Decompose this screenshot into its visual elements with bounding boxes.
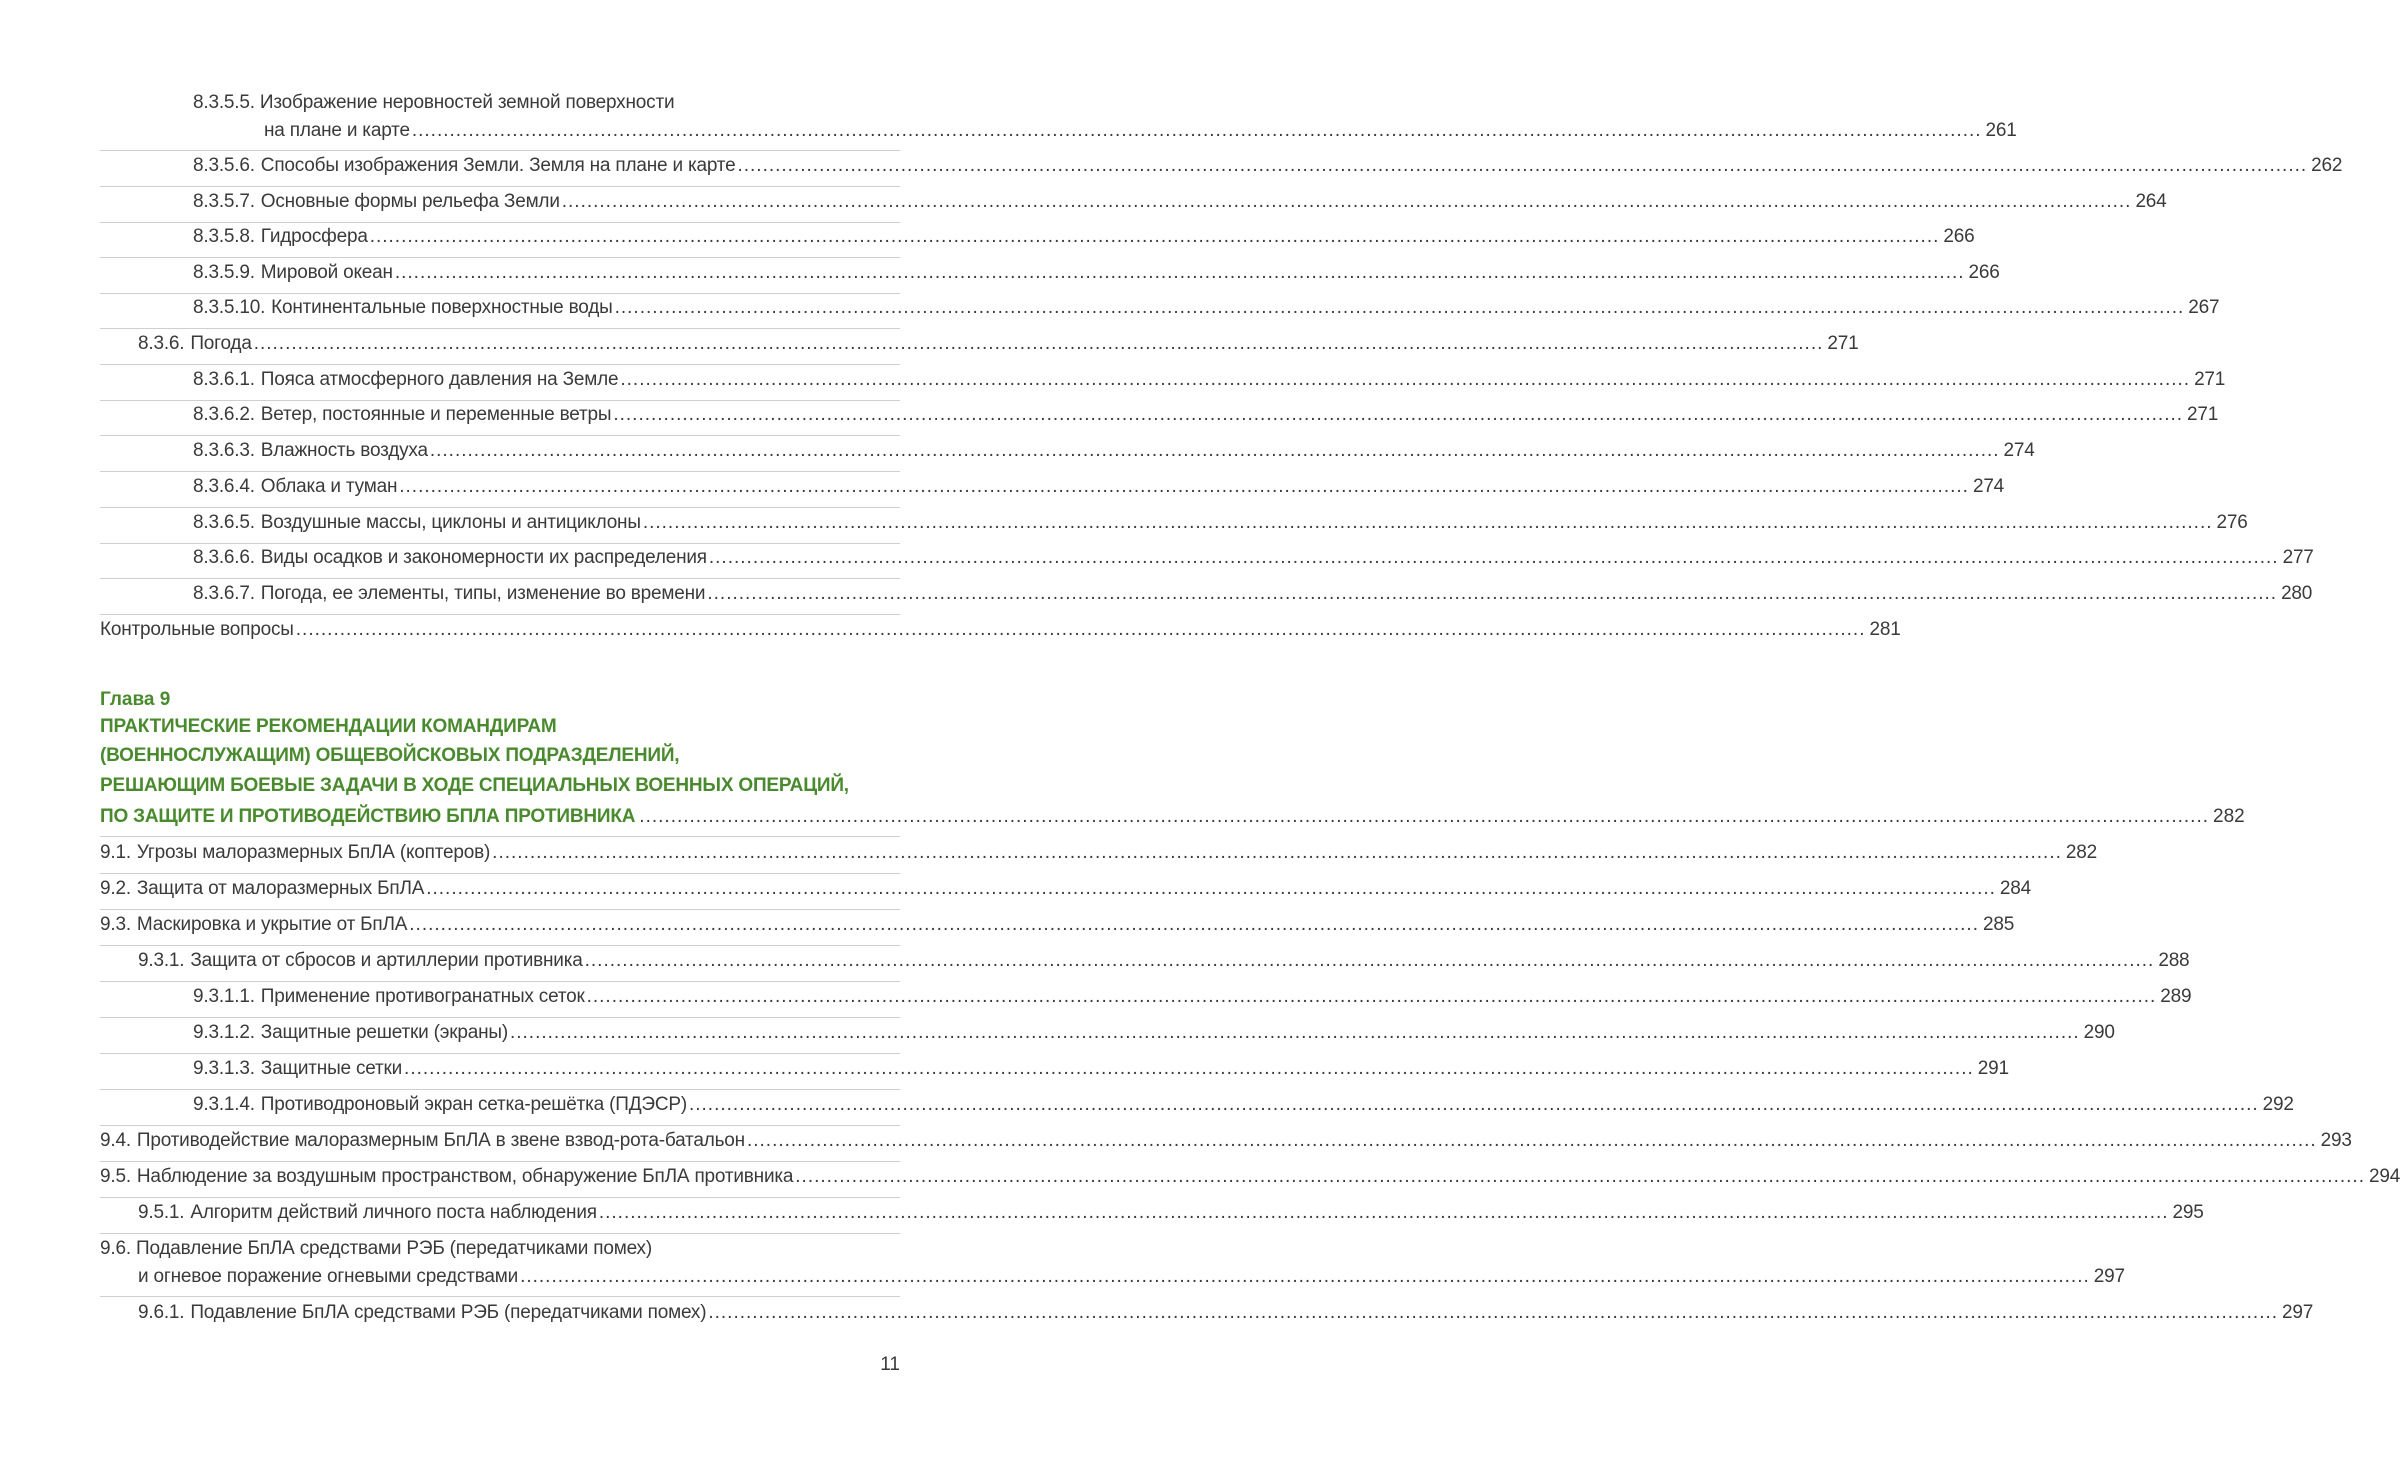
leader-dots	[426, 874, 1996, 904]
toc-entry	[100, 874, 2032, 904]
entry-number: 8.3.5.10.	[193, 297, 266, 318]
leader-dots	[709, 543, 2279, 573]
entry-page: 297	[2093, 1266, 2125, 1287]
entry-page: 290	[2083, 1022, 2115, 1043]
entry-page: 276	[2216, 512, 2248, 533]
entry-number: 9.3.	[100, 914, 131, 935]
entry-title: Облака и туман	[260, 476, 398, 497]
row-divider	[100, 836, 900, 837]
leader-dots	[520, 1262, 2090, 1292]
toc-entry	[138, 1198, 2204, 1228]
leader-dots	[689, 1090, 2259, 1120]
entry-title: Континентальные поверхностные воды	[271, 297, 613, 318]
entry-title: Гидросфера	[260, 226, 368, 247]
chapter-label: Глава 9	[100, 689, 171, 710]
entry-number: 8.3.6.4.	[193, 476, 255, 497]
entry-title: Ветер, постоянные и переменные ветры	[260, 404, 612, 425]
entry-number: 8.3.6.	[138, 333, 185, 354]
entry-page: 271	[1827, 333, 1859, 354]
toc-entry	[193, 436, 2035, 466]
entry-page: 297	[2282, 1302, 2314, 1323]
entry-title: Изображение неровностей земной поверхности	[259, 92, 675, 113]
entry-number: 9.3.1.1.	[193, 986, 255, 1007]
toc-entry	[193, 579, 2313, 609]
entry-title: Контрольные вопросы	[100, 619, 294, 640]
page-number: 11	[880, 1354, 900, 1375]
leader-dots	[395, 258, 1965, 288]
leader-dots	[620, 365, 2190, 395]
entry-title: Защитные сетки	[260, 1058, 403, 1079]
entry-number: 8.3.5.6.	[193, 155, 255, 176]
leader-dots	[562, 187, 2132, 217]
entry-title: Защита от малоразмерных БпЛА	[136, 878, 425, 899]
entry-title: Применение противогранатных сеток	[260, 986, 585, 1007]
entry-page: 281	[1869, 619, 1901, 640]
leader-dots	[707, 579, 2277, 609]
leader-dots	[639, 802, 2209, 832]
entry-page: 271	[2194, 369, 2226, 390]
entry-number: 8.3.6.5.	[193, 512, 255, 533]
entry-page: 295	[2172, 1202, 2204, 1223]
entry-title: Мировой океан	[260, 262, 393, 283]
entry-page: 261	[1985, 120, 2017, 141]
entry-title: Способы изображения Земли. Земля на плане и карте	[260, 155, 736, 176]
entry-page: 262	[2311, 155, 2343, 176]
entry-page: 271	[2187, 404, 2219, 425]
entry-title: Алгоритм действий личного поста наблюдения	[190, 1202, 597, 1223]
toc-entry-continuation	[264, 116, 2017, 146]
toc-entry	[193, 400, 2219, 430]
entry-title: Подавление БпЛА средствами РЭБ (передатчиками помех)	[190, 1302, 707, 1323]
leader-dots	[492, 838, 2062, 868]
leader-dots	[737, 151, 2307, 181]
entry-title: Подавление БпЛА средствами РЭБ (передатчиками помех)	[136, 1238, 652, 1259]
entry-title: Защита от сбросов и артиллерии противника	[190, 950, 583, 971]
entry-number: 9.3.1.2.	[193, 1022, 255, 1043]
entry-title: Угрозы малоразмерных БпЛА (коптеров)	[136, 842, 491, 863]
entry-number: 9.5.	[100, 1166, 131, 1187]
leader-dots	[585, 946, 2155, 976]
toc-entry	[193, 293, 2220, 323]
entry-page: 266	[1968, 262, 2000, 283]
toc-entry	[100, 1126, 2352, 1156]
leader-dots	[399, 472, 1969, 502]
entry-number: 8.3.5.5.	[193, 92, 255, 113]
toc-entry	[193, 222, 1975, 252]
entry-page: 280	[2281, 583, 2313, 604]
entry-number: 9.3.1.4.	[193, 1094, 255, 1115]
leader-dots	[430, 436, 2000, 466]
entry-title: Погода, ее элементы, типы, изменение во времени	[260, 583, 706, 604]
leader-dots	[587, 982, 2157, 1012]
toc-entry	[193, 88, 674, 118]
toc-entry	[138, 946, 2190, 976]
chapter-title-line: ПРАКТИЧЕСКИЕ РЕКОМЕНДАЦИИ КОМАНДИРАМ	[100, 716, 557, 737]
leader-dots	[795, 1162, 2365, 1192]
leader-dots	[708, 1298, 2278, 1328]
toc-entry	[193, 1054, 2009, 1084]
leader-dots	[296, 615, 1866, 645]
toc-entry	[193, 151, 2343, 181]
toc-entry	[138, 329, 1859, 359]
leader-dots	[370, 222, 1940, 252]
entry-title: Защитные решетки (экраны)	[260, 1022, 508, 1043]
leader-dots	[747, 1126, 2317, 1156]
entry-number: 8.3.5.7.	[193, 191, 255, 212]
entry-page: 294	[2368, 1166, 2400, 1187]
toc-entry	[193, 1090, 2294, 1120]
entry-number: 8.3.5.9.	[193, 262, 255, 283]
entry-title: Противодроновый экран сетка-решётка (ПДЭСР)	[260, 1094, 687, 1115]
toc-entry	[193, 543, 2314, 573]
toc-entry	[193, 472, 2005, 502]
toc-entry	[100, 1234, 652, 1264]
entry-title: Пояса атмосферного давления на Земле	[260, 369, 619, 390]
entry-number: 9.5.1.	[138, 1202, 185, 1223]
toc-entry-continuation	[138, 1262, 2125, 1292]
entry-number: 9.3.1.3.	[193, 1058, 255, 1079]
toc-entry	[100, 615, 1901, 645]
leader-dots	[613, 400, 2183, 430]
row-divider	[100, 1296, 900, 1297]
toc-entry	[138, 1298, 2314, 1328]
entry-page: 282	[2213, 806, 2245, 827]
toc-entry	[100, 1162, 2400, 1192]
leader-dots	[599, 1198, 2169, 1228]
entry-number: 9.6.1.	[138, 1302, 185, 1323]
leader-dots	[412, 116, 1982, 146]
leader-dots	[643, 508, 2213, 538]
leader-dots	[409, 910, 1979, 940]
entry-title: Воздушные массы, циклоны и антициклоны	[260, 512, 641, 533]
entry-title: Влажность воздуха	[260, 440, 428, 461]
entry-page: 292	[2262, 1094, 2294, 1115]
chapter-title-line: РЕШАЮЩИМ БОЕВЫЕ ЗАДАЧИ В ХОДЕ СПЕЦИАЛЬНЫХ ВОЕННЫХ ОПЕРАЦИЙ,	[100, 775, 849, 796]
entry-title: Маскировка и укрытие от БпЛА	[136, 914, 408, 935]
toc-entry	[193, 508, 2248, 538]
entry-number: 8.3.6.7.	[193, 583, 255, 604]
entry-number: 9.4.	[100, 1130, 131, 1151]
entry-page: 267	[2188, 297, 2220, 318]
toc-entry	[100, 838, 2097, 868]
entry-title: Погода	[190, 333, 252, 354]
chapter-title-last-line	[100, 802, 2245, 832]
entry-page: 282	[2065, 842, 2097, 863]
entry-page: 277	[2282, 547, 2314, 568]
leader-dots	[510, 1018, 2080, 1048]
entry-page: 288	[2158, 950, 2190, 971]
entry-number: 8.3.6.3.	[193, 440, 255, 461]
entry-title: Основные формы рельефа Земли	[260, 191, 560, 212]
entry-page: 289	[2160, 986, 2192, 1007]
entry-number: 8.3.6.6.	[193, 547, 255, 568]
entry-number: 9.6.	[100, 1238, 131, 1259]
toc-entry	[100, 910, 2015, 940]
leader-dots	[404, 1054, 1974, 1084]
entry-page: 266	[1943, 226, 1975, 247]
toc-entry	[193, 1018, 2115, 1048]
entry-number: 8.3.5.8.	[193, 226, 255, 247]
entry-number: 9.1.	[100, 842, 131, 863]
entry-title: Виды осадков и закономерности их распределения	[260, 547, 707, 568]
entry-page: 284	[1999, 878, 2032, 899]
entry-page: 285	[1982, 914, 2015, 935]
entry-number: 8.3.6.2.	[193, 404, 255, 425]
leader-dots	[615, 293, 2185, 323]
entry-page: 274	[2003, 440, 2035, 461]
chapter-title-line: (ВОЕННОСЛУЖАЩИМ) ОБЩЕВОЙСКОВЫХ ПОДРАЗДЕЛЕНИЙ,	[100, 745, 680, 766]
entry-page: 291	[1977, 1058, 2009, 1079]
entry-page: 274	[1972, 476, 2005, 497]
entry-title: Противодействие малоразмерным БпЛА в звене взвод-рота-батальон	[136, 1130, 745, 1151]
entry-number: 8.3.6.1.	[193, 369, 255, 390]
entry-number: 9.3.1.	[138, 950, 185, 971]
toc-entry	[193, 187, 2167, 217]
toc-entry	[193, 982, 2192, 1012]
toc-entry	[193, 258, 2000, 288]
toc-entry	[193, 365, 2226, 395]
entry-page: 293	[2320, 1130, 2352, 1151]
entry-title: Наблюдение за воздушным пространством, обнаружение БпЛА противника	[136, 1166, 794, 1187]
leader-dots	[254, 329, 1824, 359]
entry-title-continuation: и огневое поражение огневыми средствами	[138, 1266, 519, 1287]
chapter-title-line: ПО ЗАЩИТЕ И ПРОТИВОДЕЙСТВИЮ БПЛА ПРОТИВНИКА	[100, 806, 636, 827]
entry-page: 264	[2135, 191, 2167, 212]
entry-title-continuation: на плане и карте	[264, 120, 410, 141]
entry-number: 9.2.	[100, 878, 131, 899]
